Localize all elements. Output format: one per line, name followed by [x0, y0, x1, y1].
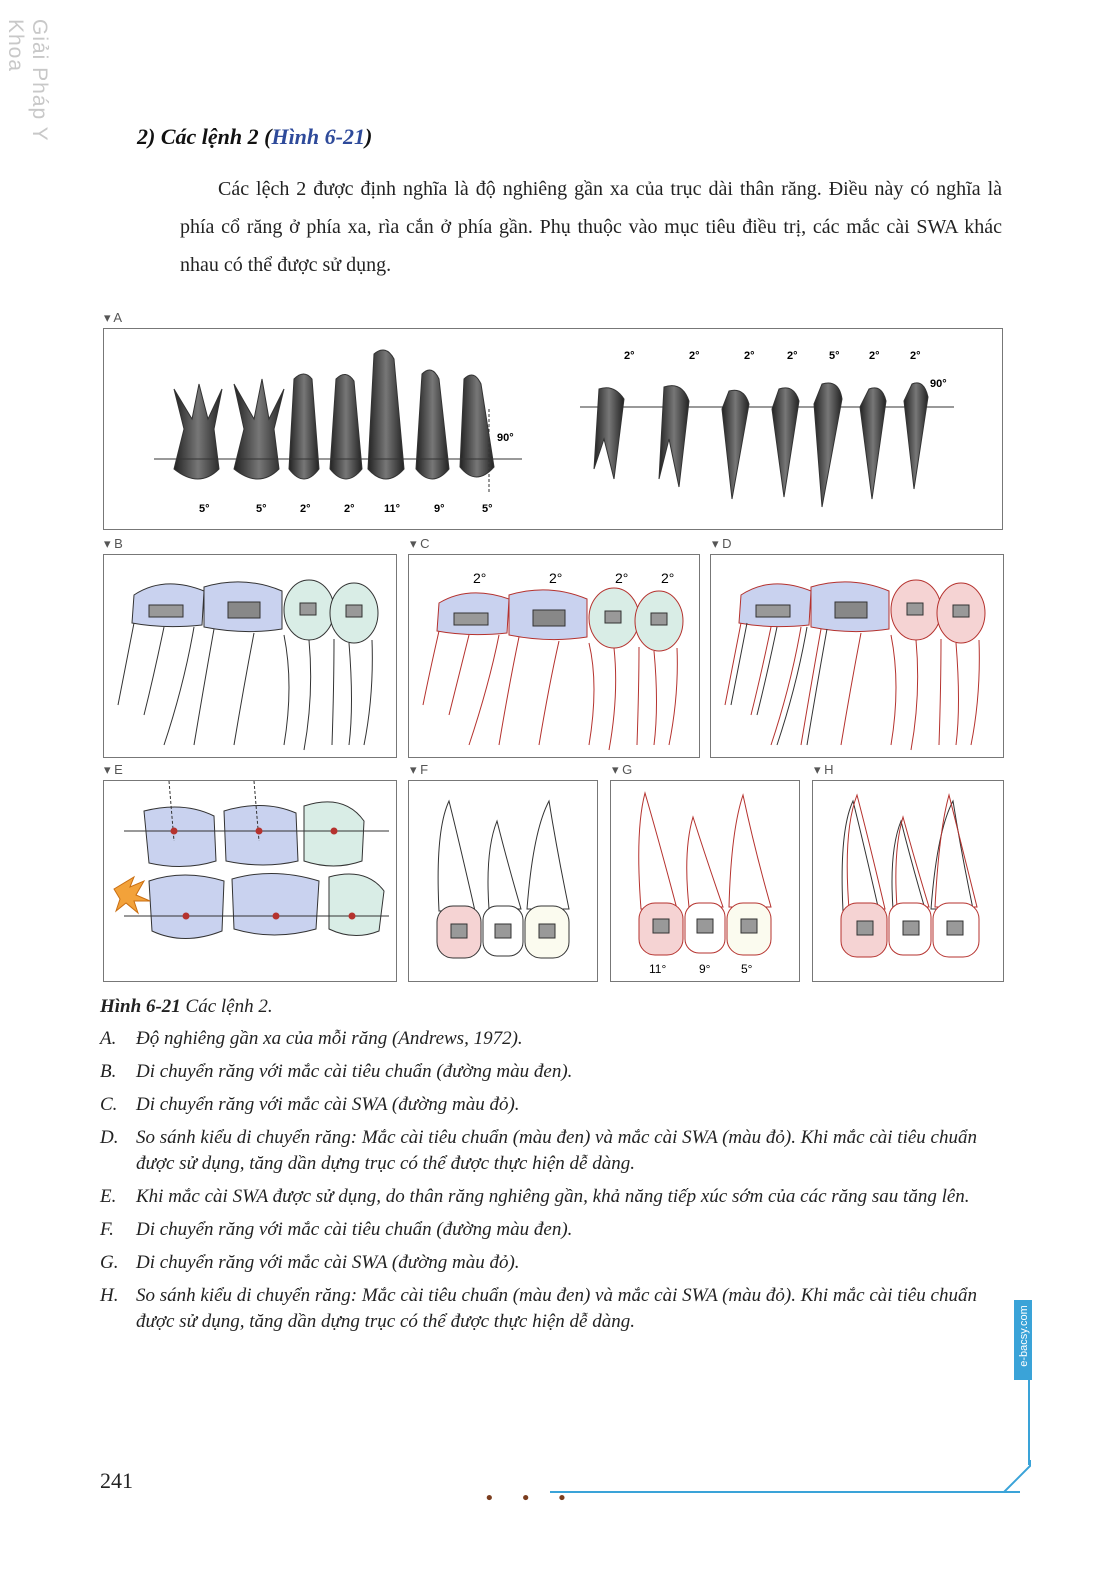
- svg-text:9°: 9°: [434, 503, 445, 515]
- angle-90-right: 90°: [930, 378, 947, 390]
- panel-label-f: ▾ F: [410, 762, 429, 777]
- panel-a: [103, 328, 1003, 530]
- section-title-suffix: ): [364, 124, 373, 149]
- caption-title: Hình 6-21 Các lệnh 2.: [100, 996, 273, 1017]
- panel-label-h: ▾ H: [814, 762, 834, 777]
- svg-text:2°: 2°: [787, 350, 798, 362]
- svg-text:2°: 2°: [624, 350, 635, 362]
- brand-text: e-bacsy.com: [1018, 1305, 1030, 1367]
- figure-link[interactable]: Hình 6-21: [271, 124, 365, 149]
- side-watermark: Giải Pháp Y Khoa: [4, 19, 51, 142]
- left-bottom-angles: [199, 503, 493, 515]
- right-top-angles: [624, 350, 921, 362]
- page-number: 241: [100, 1468, 133, 1493]
- figure-6-21: [100, 308, 1004, 988]
- svg-text:5°: 5°: [199, 503, 210, 515]
- left-teeth-group: [154, 350, 522, 494]
- svg-text:11°: 11°: [384, 503, 401, 515]
- panel-label-d: ▾ D: [712, 536, 732, 551]
- panel-h: [812, 780, 1004, 982]
- panel-a-teeth-drawing: [104, 329, 1002, 529]
- panel-d: [710, 554, 1004, 758]
- panel-label-b: ▾ B: [104, 536, 123, 551]
- footer-dots: • • •: [484, 1488, 578, 1509]
- caption-item: A. Độ nghiêng gần xa của mỗi răng (Andrews, 1972).: [100, 1028, 523, 1049]
- svg-text:2°: 2°: [689, 350, 700, 362]
- panel-label-c: ▾ C: [410, 536, 430, 551]
- figure-caption: [100, 996, 1005, 1342]
- panel-label-a: ▾ A: [104, 310, 123, 325]
- brand-tab[interactable]: [1014, 1300, 1032, 1380]
- caption-item: B. Di chuyển răng với mắc cài tiêu chuẩn (đường màu đen).: [100, 1061, 573, 1082]
- panel-c: [408, 554, 700, 758]
- panel-label-g: ▾ G: [612, 762, 633, 777]
- section-title-prefix: Các lệnh 2 (: [160, 124, 272, 149]
- footer-line: [550, 1490, 1020, 1494]
- svg-text:2°: 2°: [473, 570, 487, 586]
- brand-line: [1028, 1380, 1030, 1465]
- svg-text:5°: 5°: [256, 503, 267, 515]
- svg-text:9°: 9°: [699, 962, 711, 976]
- right-teeth-group: [580, 383, 954, 507]
- svg-text:2°: 2°: [869, 350, 880, 362]
- caption-item: E. Khi mắc cài SWA được sử dụng, do thân răng nghiêng gần, khả năng tiếp xúc sớm của các răng sau tăng lên.: [100, 1186, 970, 1207]
- svg-text:2°: 2°: [300, 503, 311, 515]
- svg-text:2°: 2°: [549, 570, 563, 586]
- footer-corner: [1000, 1460, 1032, 1496]
- svg-text:5°: 5°: [482, 503, 493, 515]
- svg-text:11°: 11°: [649, 962, 667, 976]
- panel-label-e: ▾ E: [104, 762, 123, 777]
- intro-paragraph: Các lệch 2 được định nghĩa là độ nghiêng gần xa của trục dài thân răng. Điều này có nghĩa là phía cổ răng ở phía xa, rìa cắn ở phía gần. Phụ thuộc vào mục tiêu điều trị, các mắc cài SWA khác nhau có thể được sử dụng.: [180, 178, 1002, 276]
- caption-item: G. Di chuyển răng với mắc cài SWA (đường màu đỏ).: [100, 1252, 520, 1273]
- svg-text:2°: 2°: [615, 570, 629, 586]
- panel-g: [610, 780, 800, 982]
- svg-text:2°: 2°: [344, 503, 355, 515]
- svg-text:2°: 2°: [744, 350, 755, 362]
- svg-text:2°: 2°: [661, 570, 675, 586]
- caption-item: C. Di chuyển răng với mắc cài SWA (đường màu đỏ).: [100, 1094, 520, 1115]
- svg-text:5°: 5°: [741, 962, 753, 976]
- panel-e: [103, 780, 397, 982]
- panel-b: [103, 554, 397, 758]
- svg-text:2°: 2°: [910, 350, 921, 362]
- svg-text:5°: 5°: [829, 350, 840, 362]
- section-number: 2): [137, 124, 156, 149]
- caption-item: F. Di chuyển răng với mắc cài tiêu chuẩn (đường màu đen).: [100, 1219, 573, 1240]
- section-heading: [137, 124, 372, 150]
- caption-item: H. So sánh kiểu di chuyển răng: Mắc cài tiêu chuẩn (màu đen) và mắc cài SWA (màu đỏ). Khi mắc cài tiêu chuẩn được sử dụng, tăng dần dựng trục có thể được thực hiện dễ dàng.: [100, 1285, 977, 1332]
- caption-item: D. So sánh kiểu di chuyển răng: Mắc cài tiêu chuẩn (màu đen) và mắc cài SWA (màu đỏ). Khi mắc cài tiêu chuẩn được sử dụng, tăng dần dựng trục có thể được thực hiện dễ dàng.: [100, 1127, 977, 1174]
- angle-90-left: 90°: [497, 432, 514, 444]
- panel-f: [408, 780, 598, 982]
